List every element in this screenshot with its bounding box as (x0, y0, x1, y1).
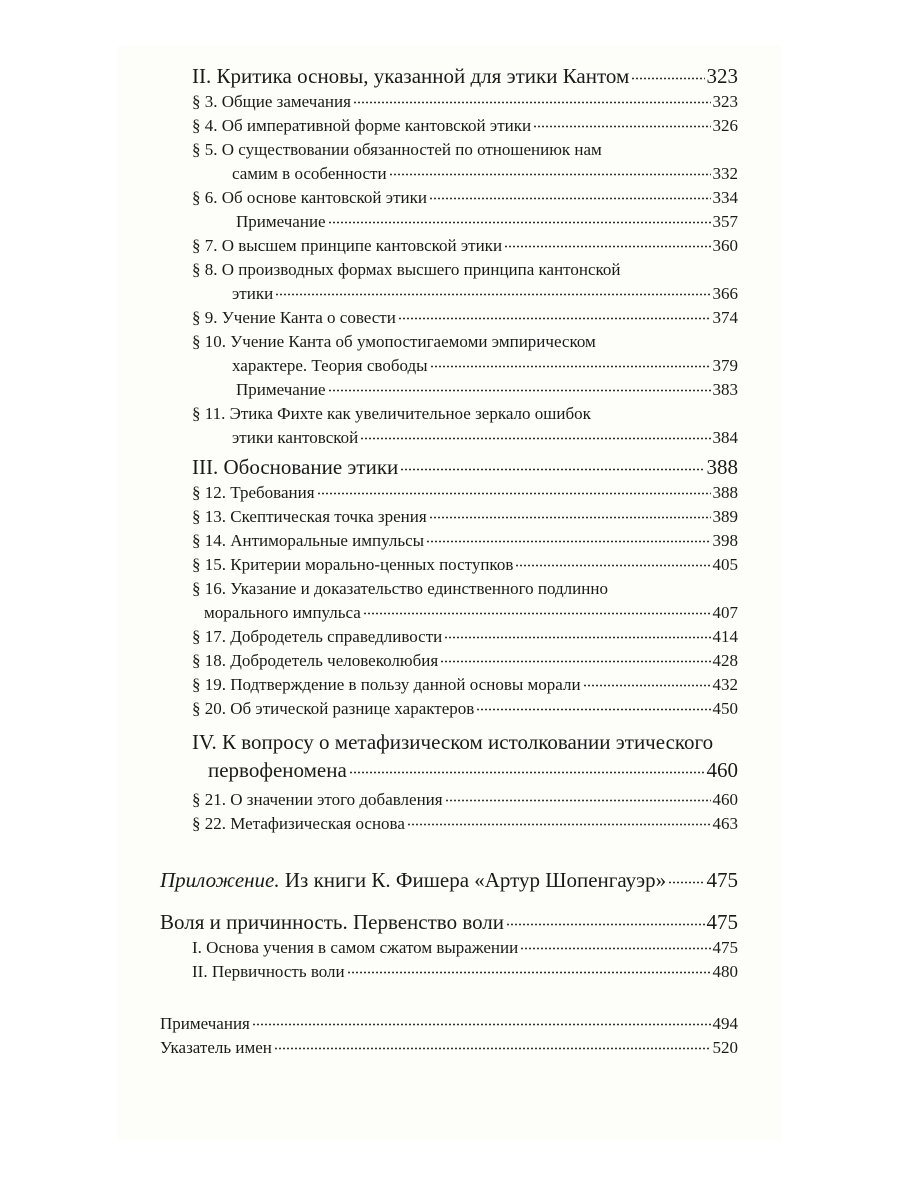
toc-item (192, 481, 738, 505)
toc-title: II. Критика основы, указанной для этики Кантом (192, 64, 630, 88)
toc-title: § 22. Метафизическая основа (192, 814, 405, 833)
toc-leader (426, 529, 710, 546)
table-of-contents (160, 62, 738, 1060)
toc-page: 332 (712, 164, 738, 183)
toc-leader (347, 960, 711, 977)
toc-leader (398, 306, 711, 323)
toc-page: 360 (712, 236, 738, 255)
toc-item (192, 234, 738, 258)
toc-leader (389, 162, 711, 179)
toc-item (192, 625, 738, 649)
toc-page: 388 (706, 455, 738, 479)
toc-item (192, 529, 738, 553)
toc-title: Воля и причинность. Первенство воли (160, 910, 505, 934)
toc-page: 475 (712, 938, 738, 957)
toc-page: 494 (712, 1014, 738, 1033)
toc-title-line1: § 16. Указание и доказательство единственного подлинно (192, 579, 608, 598)
toc-title: § 18. Добродетель человеколюбия (192, 651, 439, 670)
toc-leader (252, 1012, 711, 1029)
toc-title: § 3. Общие замечания (192, 92, 351, 111)
toc-item (192, 330, 738, 378)
toc-page: 414 (712, 627, 738, 646)
toc-appendix (160, 866, 738, 894)
toc-page: 460 (712, 790, 738, 809)
toc-page: 405 (712, 555, 738, 574)
toc-title-line2: самим в особенности (232, 164, 387, 183)
toc-appendix-label: Приложение. (160, 868, 280, 892)
toc-leader (429, 505, 711, 522)
toc-leader (328, 378, 711, 395)
toc-leader (349, 756, 705, 777)
toc-item (192, 649, 738, 673)
toc-title: Примечания (160, 1014, 250, 1033)
toc-page: 357 (712, 212, 738, 231)
toc-page: 384 (712, 428, 738, 447)
toc-title-line1: § 10. Учение Канта об умопостигаемоми эмпирическом (192, 332, 596, 351)
toc-leader (274, 1036, 711, 1053)
toc-leader (631, 62, 704, 83)
toc-index (160, 1036, 738, 1060)
toc-leader (668, 866, 704, 887)
toc-leader (533, 114, 710, 131)
toc-title: § 4. Об императивной форме кантовской этики (192, 116, 532, 135)
toc-appendix-title: Из книги К. Фишера «Артур Шопенгауэр» (284, 868, 667, 892)
toc-title-line2: этики (232, 284, 274, 303)
toc-page: 323 (706, 64, 738, 88)
toc-title: § 20. Об этической разнице характеров (192, 699, 475, 718)
toc-title: § 19. Подтверждение в пользу данной основы морали (192, 675, 581, 694)
toc-page: 428 (712, 651, 738, 670)
toc-item (192, 505, 738, 529)
toc-page: 389 (712, 507, 738, 526)
toc-item (192, 577, 738, 625)
toc-page: 460 (706, 758, 738, 782)
toc-title: I. Основа учения в самом сжатом выражении (192, 938, 519, 957)
toc-title: § 12. Требования (192, 483, 315, 502)
toc-title: III. Обоснование этики (192, 455, 399, 479)
toc-title: § 14. Антиморальные импульсы (192, 531, 425, 550)
toc-leader (363, 601, 711, 618)
toc-page: 374 (712, 308, 738, 327)
toc-title: Примечание (236, 380, 326, 399)
toc-title-line2: характере. Теория свободы (232, 356, 428, 375)
toc-title: § 21. О значении этого добавления (192, 790, 443, 809)
toc-title-line1: § 11. Этика Фихте как увеличительное зеркало ошибок (192, 404, 591, 423)
toc-item (192, 402, 738, 450)
toc-leader (430, 354, 711, 371)
toc-leader (407, 812, 711, 829)
toc-leader (429, 186, 711, 203)
toc-title: Примечание (236, 212, 326, 231)
toc-leader (353, 90, 711, 107)
toc-page: 475 (706, 910, 738, 934)
toc-item (192, 936, 738, 960)
toc-leader (444, 625, 710, 642)
toc-title: § 13. Скептическая точка зрения (192, 507, 427, 526)
toc-item-note (192, 378, 738, 402)
toc-leader (440, 649, 710, 666)
toc-section-4 (192, 729, 738, 784)
toc-leader (275, 282, 710, 299)
toc-leader (506, 908, 704, 929)
toc-title: § 9. Учение Канта о совести (192, 308, 396, 327)
toc-title: II. Первичность воли (192, 962, 345, 981)
toc-page: 450 (712, 699, 738, 718)
toc-leader (445, 788, 711, 805)
toc-item (192, 114, 738, 138)
toc-leader (583, 673, 711, 690)
toc-notes (160, 1012, 738, 1036)
toc-leader (515, 553, 710, 570)
toc-page: 432 (712, 675, 738, 694)
toc-section-3 (192, 453, 738, 481)
toc-page: 366 (712, 284, 738, 303)
toc-page: 334 (712, 188, 738, 207)
toc-item (192, 186, 738, 210)
toc-page: 407 (712, 603, 738, 622)
toc-item (192, 553, 738, 577)
toc-title-line2: морального импульса (204, 603, 361, 622)
toc-volya (160, 908, 738, 936)
toc-title-line2: первофеномена (208, 758, 347, 782)
toc-title: Указатель имен (160, 1038, 272, 1057)
toc-title-line1: IV. К вопросу о метафизическом истолковании этического (192, 730, 714, 754)
toc-page: 480 (712, 962, 738, 981)
toc-page: 475 (706, 868, 738, 892)
toc-leader (317, 481, 711, 498)
toc-page: 463 (712, 814, 738, 833)
toc-item (192, 788, 738, 812)
toc-title: § 17. Добродетель справедливости (192, 627, 443, 646)
toc-page: 383 (712, 380, 738, 399)
toc-item (192, 306, 738, 330)
toc-item (192, 697, 738, 721)
toc-leader (400, 453, 704, 474)
toc-item (192, 138, 738, 186)
toc-page: 520 (712, 1038, 738, 1057)
toc-section-2 (192, 62, 738, 90)
toc-title-line1: § 8. О производных формах высшего принципа кантонской (192, 260, 621, 279)
toc-page: 323 (712, 92, 738, 111)
toc-title: § 7. О высшем принципе кантовской этики (192, 236, 503, 255)
toc-page: 398 (712, 531, 738, 550)
toc-title-line1: § 5. О существовании обязанностей по отношениюк нам (192, 140, 602, 159)
toc-page: 379 (712, 356, 738, 375)
toc-title-line2: этики кантовской (232, 428, 359, 447)
toc-title: § 15. Критерии морально-ценных поступков (192, 555, 514, 574)
toc-leader (328, 210, 711, 227)
toc-leader (520, 936, 710, 953)
toc-title (160, 867, 666, 894)
toc-page: 388 (712, 483, 738, 502)
toc-item (192, 673, 738, 697)
toc-page: 326 (712, 116, 738, 135)
toc-leader (360, 426, 710, 443)
toc-item (192, 90, 738, 114)
toc-title: § 6. Об основе кантовской этики (192, 188, 427, 207)
toc-leader (476, 697, 710, 714)
toc-item (192, 960, 738, 984)
toc-leader (504, 234, 710, 251)
toc-item (192, 258, 738, 306)
toc-item-note (192, 210, 738, 234)
toc-item (192, 812, 738, 836)
